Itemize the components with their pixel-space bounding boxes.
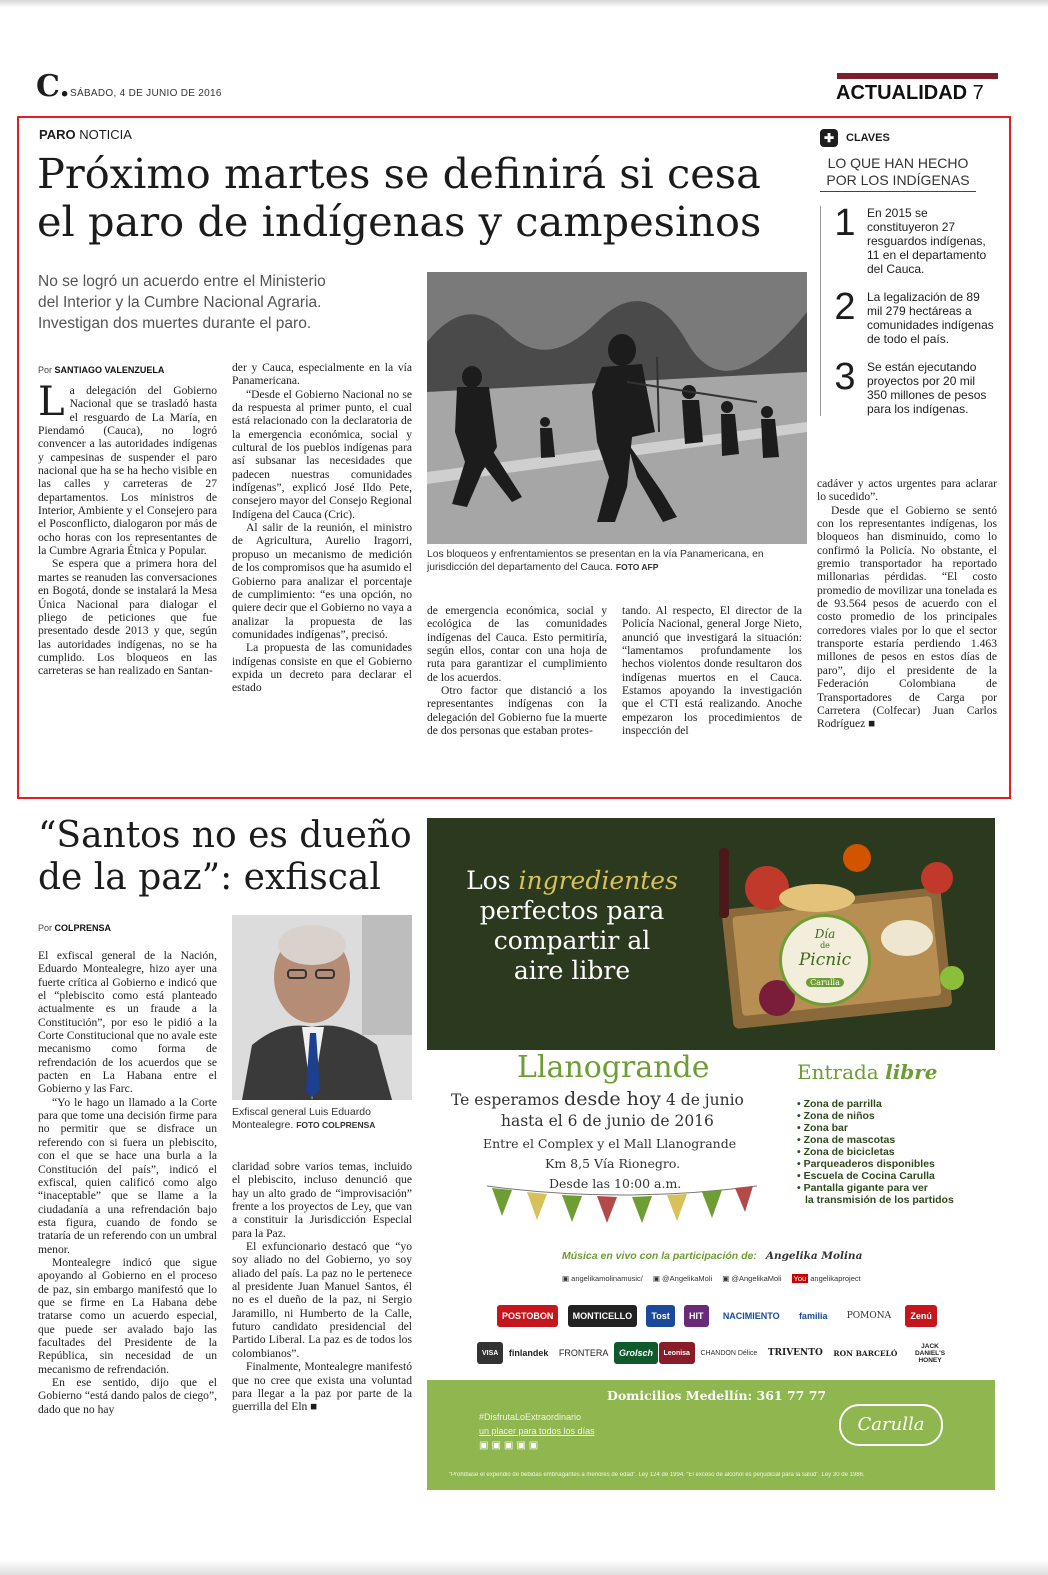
claves-item-text: La legalización de 89 mil 279 hectáreas a comunidades indígenas de todo el país. — [867, 290, 994, 346]
end-mark-icon: ■ — [310, 1400, 318, 1414]
sponsor-logo: TRIVENTO — [767, 1348, 823, 1358]
ad-headline — [447, 866, 697, 986]
kicker-type: NOTICIA — [79, 127, 132, 142]
zone-text: Escuela de Cocina Carulla — [803, 1170, 935, 1182]
social-twitter: ▣ @AngelikaMoli — [652, 1274, 713, 1283]
body-paragraph: Otro factor que distanció a los representantes indígenas con la delegación del Gobierno fue la muerte de dos personas que estaban protes- — [427, 684, 607, 738]
social-handle: angelikamolinamusic/ — [571, 1274, 643, 1283]
top-crop-strip — [0, 0, 1048, 8]
claves-item — [831, 202, 1000, 276]
article-1-column-4 — [622, 604, 802, 737]
body-paragraph: Desde que el Gobierno se sentó con los representantes indígenas, los bloqueos han disminuido, como lo confirmó la Policía. No obstante, el gremio transportador ha reportado millonarias pérdidas. “El costo promedio de movilizar una tonelada es de 93.564 pesos de acuerdo con el costo promedio de los principales corredores viales por lo que el sector transporte estaría perdiendo 1.463 millones de pesos en estos días de paro”, dijo el presidente de la Federación Colombiana de Transportadores de Carga por Carretera (Colfecar) Juan Carlos Rodríguez — [817, 503, 997, 731]
zone-text: Zona de niños — [803, 1110, 875, 1122]
zone-item: • Zona de parrilla — [797, 1098, 882, 1110]
ad-entry-word: Entrada — [797, 1060, 879, 1084]
sponsor-logo: Leonisa — [659, 1342, 695, 1364]
body-paragraph: claridad sobre varios temas, incluido el plebiscito, incluso denunció que hay un alto grado de “improvisación” frente a los proyectos de Ley, que van a constituir la Jurisdicción Especial para la Paz. — [232, 1160, 412, 1240]
zone-item: • Escuela de Cocina Carulla — [797, 1170, 935, 1182]
sponsor-logo: MONTICELLO — [568, 1305, 638, 1327]
claves-item-text: Se están ejecutando proyectos por 20 mil 350 millones de pesos para los indígenas. — [867, 360, 987, 416]
ad-artist: Angelika Molina — [765, 1250, 863, 1262]
zone-item: • Zona de mascotas — [797, 1134, 896, 1146]
article-1-deck — [38, 271, 418, 334]
claves-item-text: En 2015 se constituyeron 27 resguardos indígenas, 11 en el departamento del Cauca. — [867, 206, 987, 276]
body-paragraph: La propuesta de las comunidades indígenas consiste en que el Gobierno expida un decreto para declarar el estado — [232, 641, 412, 695]
body-paragraph: de emergencia económica, social y ecológica de las comunidades indígenas del Cauca. Esto permitiría, según ellos, contar con una hoja de ruta para garantizar el cumplimiento de los acuerdos. — [427, 604, 607, 684]
ad-time: Desde las 10:00 a.m. — [549, 1176, 682, 1191]
ad-info-panel — [427, 1050, 995, 1380]
issue-date: SÁBADO, 4 DE JUNIO DE 2016 — [70, 88, 222, 99]
claves-label: CLAVES — [846, 132, 890, 144]
article-2-byline — [38, 923, 111, 933]
bunting-decoration — [487, 1180, 757, 1226]
ad-invite-bold: desde hoy — [564, 1088, 662, 1110]
byline-prefix: Por — [38, 365, 53, 375]
ad-entry — [797, 1060, 938, 1084]
social-instagram: ▣ @AngelikaMoli — [722, 1274, 782, 1283]
carulla-logo-text: Carulla — [857, 1414, 925, 1435]
social-handle: @AngelikaMoli — [662, 1274, 713, 1283]
ad-music — [562, 1250, 862, 1262]
article-2-headline — [38, 815, 418, 899]
claves-sidebar — [820, 129, 1000, 430]
body-paragraph: Montealegre indicó que sigue apoyando al Gobierno en el proceso de paz, sin embargo manifestó que lo que se firme en La Habana debe tratarse como un acuerdo especial, que puede ser avalado bajo las facultades del Presidente de la República, sin necesidad de un mecanismo de refrendación. — [38, 1255, 217, 1376]
zone-text: la transmisión de los partidos — [805, 1194, 954, 1206]
article-1-kicker — [39, 127, 132, 142]
sponsor-logo: Grolsch — [614, 1342, 658, 1364]
body-paragraph: El exfuncionario destacó que “yo soy aliado no del Gobierno, yo soy aliado del país. La paz no le pertenece al presidente Juan Manuel Santos, él no es el dueño de la paz, ni Sergio Jaramillo, ni Humberto de la Calle, futuro candidato presidencial del Partido Liberal. La paz es de todos los colombianos”. — [232, 1240, 412, 1360]
deck-line-2: del Interior y la Cumbre Nacional Agraria. — [38, 294, 322, 311]
sponsor-logo: finlandek — [508, 1348, 549, 1358]
exfiscal-photo — [232, 915, 412, 1100]
ad-music-text: Música en vivo con la participación de: — [562, 1250, 757, 1262]
ad-km: Km 8,5 Vía Rionegro. — [545, 1156, 681, 1171]
body-paragraph: Se espera que a primera hora del martes se reanuden las conversaciones en Bogotá, donde se instalará la Mesa Única Nacional para dialogar el pliego de peticiones que fue presentado desde 2013 y que, según las autoridades indígenas, no se ha cumplido. Los bloqueos en las carreteras se han realizado en Santan- — [38, 557, 217, 678]
zone-text: Pantalla gigante para ver — [803, 1182, 928, 1194]
claves-item-number: 2 — [834, 286, 856, 328]
zone-item — [797, 1194, 987, 1206]
page-number: 7 — [972, 82, 984, 104]
article-1-column-5 — [817, 477, 997, 731]
sponsor-logo: NACIMIENTO — [722, 1311, 780, 1321]
body-paragraph: El exfiscal general de la Nación, Eduardo Montealegre, hizo ayer una fuerte crítica al Gobierno e indicó que el “plebiscito como está planteado actualmente es un fraude a la Constitución”, por eso le pidió a la Corte Constitucional que no avale este mecanismo como forma de refrendación de los acuerdos que se pacten en La Habana entre el Gobierno y las Farc. — [38, 949, 217, 1096]
claves-title-line-1: LO QUE HAN HECHO — [827, 155, 969, 171]
zone-item: • Zona bar — [797, 1122, 848, 1134]
social-handle: @AngelikaMoli — [731, 1274, 782, 1283]
ad-tagline: un placer para todos los días — [479, 1426, 595, 1436]
header-accent-bar — [837, 73, 998, 79]
ad-hashtag: #DisfrutaLoExtraordinario — [479, 1412, 582, 1422]
body-paragraph: a delegación del Gobierno Nacional que se trasladó hasta el resguardo de La María, en Piendamó (Cauca), no logró convencer a las autoridades indígenas y campesinas de suspender el paro nacional que ha se ha hecho visible en las calles y carreteras de 27 departamentos. Los ministros de Interior, Ambiente y el Consejero para el Posconflicto, dialogaron por más de ocho horas con los representantes de la Cumbre Agraria Étnica y Popular. — [38, 384, 217, 558]
article-1-column-3 — [427, 604, 607, 737]
body-paragraph: Al salir de la reunión, el ministro de Agricultura, Aurelio Iragorri, propuso un mecanismo de medición de los compromisos que ha asumido el Gobierno para analizar el porcentaje de cumplimiento: “es una opción, no quiere decir que el Gobierno no vaya a analizar la propuesta de las comunidades indígenas”, precisó. — [232, 521, 412, 641]
picnic-badge — [779, 914, 871, 1006]
zone-text: Parqueaderos disponibles — [803, 1158, 935, 1170]
sponsor-logo: FRONTERA — [558, 1348, 609, 1358]
zone-text: Zona bar — [803, 1122, 848, 1134]
protest-photo-caption — [427, 548, 807, 574]
article-1-column-2 — [232, 361, 412, 695]
youtube-icon: You — [793, 1274, 807, 1283]
sponsor-logo: Zenú — [905, 1305, 937, 1327]
section-label — [836, 82, 984, 105]
badge-line-1: Día — [814, 927, 836, 941]
sponsors-row-2 — [477, 1342, 957, 1364]
ad-until: hasta el 6 de junio de 2016 — [501, 1112, 714, 1130]
headline-line-1: “Santos no es dueño — [38, 815, 412, 856]
sponsor-logo: RON BARCELÓ — [833, 1348, 898, 1358]
ad-socials — [562, 1274, 861, 1283]
claves-item — [831, 356, 1000, 416]
ad-legal: “Prohíbase el expendio de bebidas embriagantes a menores de edad”. Ley 124 de 1994. “El exceso de alcohol es perjudicial para la salud”. Ley 30 de 1986. — [449, 1472, 865, 1478]
headline-line-2: el paro de indígenas y campesinos — [37, 197, 762, 246]
exfiscal-photo-caption — [232, 1106, 412, 1132]
social-facebook: ▣ angelikamolinamusic/ — [562, 1274, 643, 1283]
zone-item: • Pantalla gigante para ver — [797, 1182, 928, 1194]
ad-between: Entre el Complex y el Mall Llanogrande — [483, 1136, 737, 1151]
carulla-advertisement — [427, 818, 995, 1050]
end-mark-icon: ■ — [868, 717, 876, 731]
body-paragraph: “Yo le hago un llamado a la Corte para que tome una decisión firme para no permitir que se disfrace un referendo con si fuera un plebiscito, con el que se hace una burla a la Constitución del país”, indicó el exfiscal, quien calificó como algo “inaceptable” que se llame a la ciudadanía a una refrendación bajo esta figura, cuando de fondo se trataría de un referendo con un umbral menor. — [38, 1095, 217, 1256]
bottom-crop-strip — [0, 1560, 1048, 1575]
claves-item — [831, 286, 1000, 346]
byline-author: COLPRENSA — [54, 923, 112, 933]
photo-credit: FOTO AFP — [615, 562, 659, 572]
body-paragraph: Finalmente, Montealegre manifestó que no cree que exista una voluntad para llegar a la paz por parte de la guerrilla del Eln — [232, 1360, 412, 1414]
claves-item-number: 1 — [834, 202, 856, 244]
body-paragraph: “Desde el Gobierno Nacional no se da respuesta al primer punto, el cual está relacionado con la declaratoria de la emergencia económica, social y cultural de los pueblos indígenas para así subsanar las necesidades que padecen nuestras comunidades indígenas”, explicó José Ildo Pete, consejero mayor del Consejo Regional Indígena del Cauca (Cric). — [232, 387, 412, 521]
sponsor-logo: JACK DANIEL'S HONEY — [914, 1342, 946, 1364]
badge-line-3: Picnic — [798, 950, 852, 970]
article-2-column-2 — [232, 1160, 412, 1414]
sponsor-logo: HIT — [684, 1305, 709, 1327]
caption-text: Los bloqueos y enfrentamientos se presentan en la vía Panamericana, en jurisdicción del departamento del Cauca. — [427, 549, 764, 573]
social-youtube — [792, 1274, 861, 1283]
article-1-column-1 — [38, 379, 217, 678]
ad-place: Llanogrande — [517, 1050, 710, 1085]
sponsor-logo: Tost — [646, 1305, 674, 1327]
zone-text: Zona de bicicletas — [803, 1146, 895, 1158]
photo-illustration — [427, 272, 807, 544]
headline-line-1: Próximo martes se definirá si cesa — [37, 149, 761, 198]
ad-headline-word-1: Los — [466, 866, 511, 895]
ad-delivery: Domicilios Medellín: 361 77 77 — [607, 1388, 827, 1403]
ad-headline-word-2: ingredientes — [518, 866, 678, 895]
ad-entry-free: libre — [885, 1060, 938, 1084]
sponsor-logo: POMONA — [846, 1311, 892, 1321]
body-paragraph: cadáver y actos urgentes para aclarar lo sucedido”. — [817, 477, 997, 504]
sponsors-row-1 — [497, 1305, 937, 1327]
byline-prefix: Por — [38, 923, 53, 933]
zone-item: • Parqueaderos disponibles — [797, 1158, 935, 1170]
ad-zones-list — [797, 1098, 987, 1206]
caption-text: Exfiscal general Luis Eduardo Montealegre. — [232, 1106, 371, 1131]
dropcap: L — [38, 379, 65, 425]
sponsor-logo: VISA — [477, 1342, 503, 1364]
kicker-section: PARO — [39, 127, 76, 142]
claves-title-line-2: POR LOS INDÍGENAS — [826, 172, 970, 188]
ad-invite — [451, 1088, 744, 1110]
body-paragraph: En ese sentido, dijo que el Gobierno “está dando palos de ciego”, dado que no hay — [38, 1376, 217, 1416]
sponsor-logo: POSTOBON — [497, 1305, 558, 1327]
article-1-byline — [38, 365, 164, 375]
body-paragraph: der y Cauca, especialmente en la vía Panamericana. — [232, 361, 412, 388]
article-1-headline — [37, 150, 807, 246]
ad-invite-post: 4 de junio — [665, 1091, 744, 1109]
headline-line-2: de la paz”: exfiscal — [38, 857, 381, 898]
claves-title — [820, 155, 976, 192]
byline-author: SANTIAGO VALENZUELA — [54, 365, 165, 375]
claves-label-row — [820, 129, 1000, 147]
photo-credit: FOTO COLPRENSA — [296, 1120, 376, 1130]
social-handle: angelikaproject — [810, 1274, 861, 1283]
carulla-logo — [839, 1404, 943, 1446]
ad-social-icons: ▣▣▣▣▣ — [479, 1440, 542, 1451]
sponsor-logo: CHANDON Délice — [700, 1349, 758, 1357]
badge-line-2: de — [820, 941, 830, 950]
article-2-column-1 — [38, 949, 217, 1416]
ad-headline-line-3: compartir al — [493, 926, 651, 955]
ad-headline-line-4: aire libre — [513, 956, 631, 985]
newspaper-logo: C. — [36, 69, 70, 104]
deck-line-1: No se logró un acuerdo entre el Ministerio — [38, 273, 326, 290]
section-name: ACTUALIDAD — [836, 82, 968, 104]
zone-text: Zona de parrilla — [803, 1098, 882, 1110]
protest-photo — [427, 272, 807, 544]
ad-footer-band — [427, 1380, 995, 1490]
page-header — [36, 70, 998, 108]
body-paragraph: tando. Al respecto, El director de la Policía Nacional, general Jorge Nieto, anunció que investigará la situación: “lamentamos profundamente los hechos violentos donde resultaron dos indígenas muertos en el Cauca. Estamos apoyando la investigación que el CTI está realizando. Anoche empezaron los procedimientos de inspección del — [622, 604, 802, 738]
zone-text: Zona de mascotas — [803, 1134, 896, 1146]
ad-invite-pre: Te esperamos — [451, 1091, 560, 1109]
puzzle-icon: ✚ — [820, 129, 838, 147]
badge-brand: Carulla — [806, 978, 844, 987]
zone-item: • Zona de niños — [797, 1110, 875, 1122]
ad-headline-line-2: perfectos para — [479, 896, 665, 925]
claves-list — [820, 202, 1000, 416]
portrait-illustration — [232, 915, 412, 1100]
sponsor-logo: familia — [798, 1311, 828, 1321]
claves-item-number: 3 — [834, 356, 856, 398]
zone-item: • Zona de bicicletas — [797, 1146, 895, 1158]
deck-line-3: Investigan dos muertes durante el paro. — [38, 315, 312, 332]
